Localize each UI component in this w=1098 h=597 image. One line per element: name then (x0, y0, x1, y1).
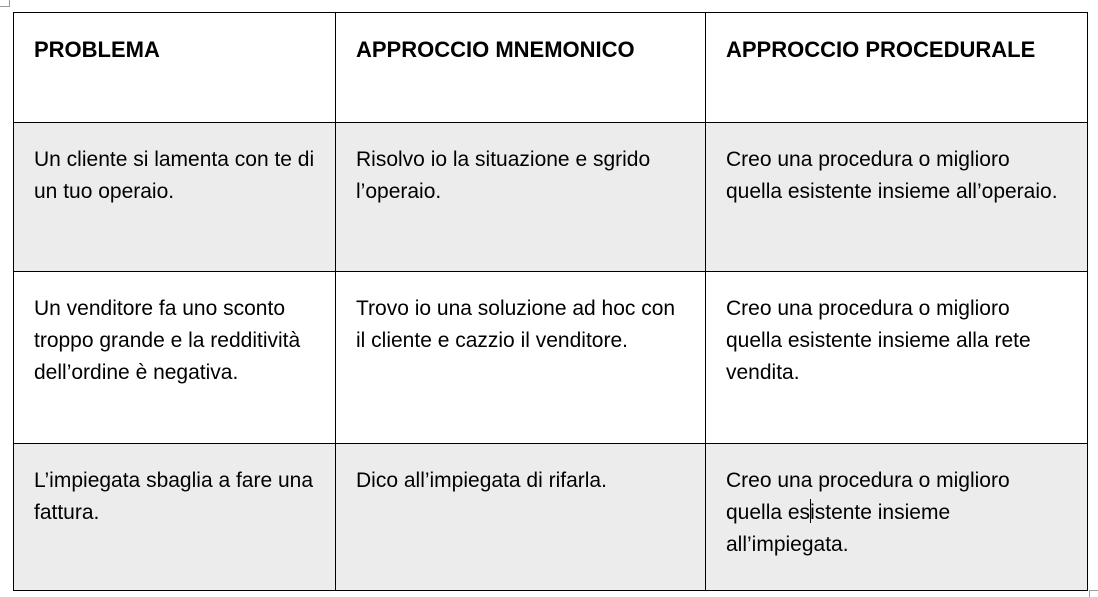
comparison-table-container (13, 12, 1087, 590)
cell-procedurale[interactable]: Creo una procedura o miglioro quella esistente insieme all’operaio. (706, 123, 1088, 272)
cell-problema[interactable]: Un venditore fa uno sconto troppo grande e la redditività dell’ordine è negativa. (14, 272, 336, 444)
table-move-handle-icon[interactable] (0, 0, 10, 7)
cell-procedurale[interactable]: Creo una procedura o miglioro quella esistente insieme alla rete vendita. (706, 272, 1088, 444)
cell-procedurale[interactable] (706, 444, 1088, 591)
header-problema[interactable]: PROBLEMA (14, 13, 336, 123)
comparison-table (13, 12, 1088, 591)
table-row (14, 444, 1088, 591)
cell-text-part: Creo una procedura o miglioro quella es (726, 469, 1010, 524)
table-header-row (14, 13, 1088, 123)
header-approccio-mnemonico[interactable]: APPROCCIO MNEMONICO (336, 13, 706, 123)
table-resize-handle-icon[interactable] (1089, 590, 1098, 597)
cell-text-part: istente insieme all’impiegata. (726, 501, 951, 556)
cell-problema[interactable]: Un cliente si lamenta con te di un tuo operaio. (14, 123, 336, 272)
cell-mnemonico[interactable]: Trovo io una soluzione ad hoc con il cliente e cazzio il venditore. (336, 272, 706, 444)
header-approccio-procedurale[interactable]: APPROCCIO PROCEDURALE (706, 13, 1088, 123)
cell-mnemonico[interactable]: Dico all’impiegata di rifarla. (336, 444, 706, 591)
cell-mnemonico[interactable]: Risolvo io la situazione e sgrido l’operaio. (336, 123, 706, 272)
table-row (14, 272, 1088, 444)
cell-problema[interactable]: L’impiegata sbaglia a fare una fattura. (14, 444, 336, 591)
table-row (14, 123, 1088, 272)
